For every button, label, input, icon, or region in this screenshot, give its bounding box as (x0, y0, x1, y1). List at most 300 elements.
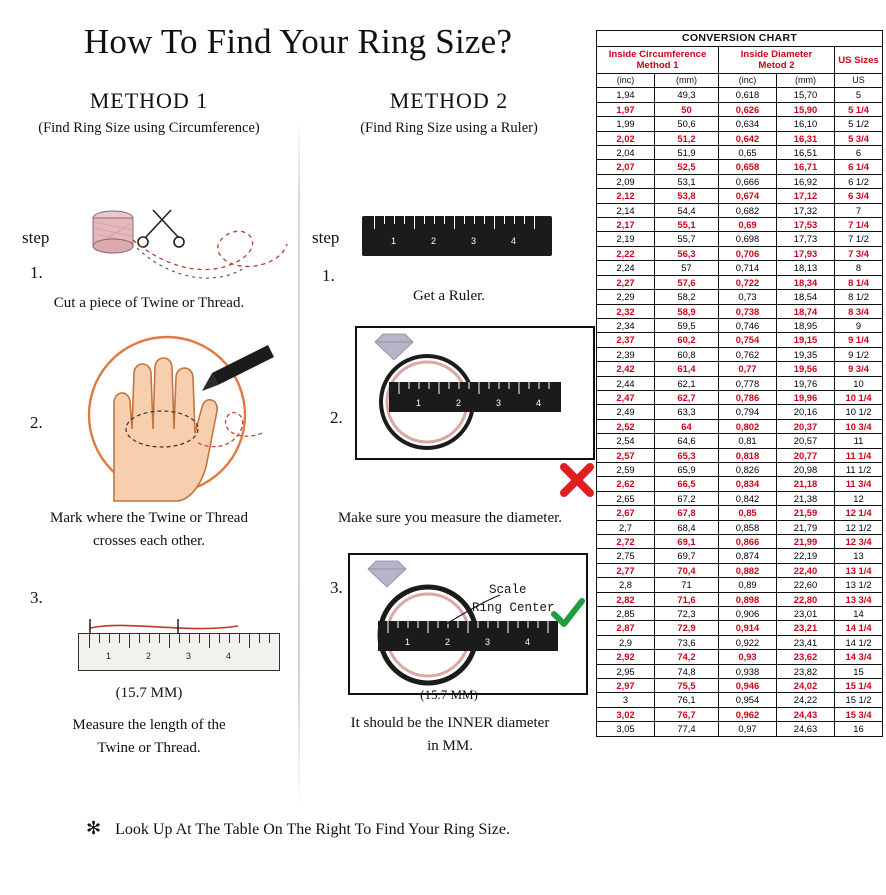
table-cell: 19,35 (777, 347, 835, 361)
table-cell: 58,2 (655, 290, 719, 304)
table-cell: 22,80 (777, 592, 835, 606)
table-cell: 2,24 (597, 261, 655, 275)
table-cell: 24,43 (777, 707, 835, 721)
table-row (597, 246, 883, 260)
table-cell: 0,882 (719, 563, 777, 577)
table-cell: 52,5 (655, 160, 719, 174)
conversion-chart-title: CONVERSION CHART (597, 31, 883, 47)
table-cell: 9 (835, 318, 883, 332)
table-cell: 20,98 (777, 462, 835, 476)
footnote (0, 818, 596, 839)
method-1-step-1-caption: Cut a piece of Twine or Thread. (53, 295, 245, 311)
table-cell: 59,5 (655, 318, 719, 332)
table-row (597, 535, 883, 549)
table-cell: 10 1/4 (835, 390, 883, 404)
table-row (597, 491, 883, 505)
table-row (597, 549, 883, 563)
table-cell: 68,4 (655, 520, 719, 534)
table-cell: 2,72 (597, 535, 655, 549)
table-cell: 0,73 (719, 290, 777, 304)
method-2-ruler (362, 216, 552, 256)
method-2-measure-label: (15.7 MM) (420, 687, 478, 702)
table-cell: 18,54 (777, 290, 835, 304)
table-row (597, 405, 883, 419)
table-cell: 18,74 (777, 304, 835, 318)
table-cell: 2,12 (597, 189, 655, 203)
hand-measure-illustration (62, 333, 288, 508)
table-cell: 50,6 (655, 117, 719, 131)
table-cell: 24,63 (777, 722, 835, 736)
table-cell: 55,1 (655, 218, 719, 232)
svg-text:4: 4 (536, 398, 542, 408)
method-1-measure-label: (15.7 MM) (115, 685, 183, 701)
table-row (597, 477, 883, 491)
table-row (597, 261, 883, 275)
table-row (597, 607, 883, 621)
table-cell: 2,29 (597, 290, 655, 304)
table-cell: 0,962 (719, 707, 777, 721)
table-cell: 22,40 (777, 563, 835, 577)
svg-text:3: 3 (496, 398, 502, 408)
table-cell: 62,7 (655, 390, 719, 404)
table-cell: 0,77 (719, 362, 777, 376)
table-cell: 23,41 (777, 635, 835, 649)
table-cell: 8 1/4 (835, 275, 883, 289)
table-row (597, 318, 883, 332)
svg-text:1: 1 (405, 637, 411, 647)
table-cell: 0,674 (719, 189, 777, 203)
table-cell: 19,76 (777, 376, 835, 390)
table-cell: 2,44 (597, 376, 655, 390)
table-cell: 50 (655, 102, 719, 116)
table-cell: 2,17 (597, 218, 655, 232)
scale-label-line2: Ring Center (472, 601, 555, 615)
table-cell: 2,32 (597, 304, 655, 318)
table-cell: 74,2 (655, 650, 719, 664)
table-cell: 55,7 (655, 232, 719, 246)
correct-mark-icon (551, 598, 585, 630)
table-cell: 0,698 (719, 232, 777, 246)
table-cell: 0,874 (719, 549, 777, 563)
method-2-column (304, 88, 594, 137)
table-cell: 18,13 (777, 261, 835, 275)
incorrect-mark-icon (560, 463, 594, 497)
table-cell: 19,15 (777, 333, 835, 347)
table-cell: 7 1/2 (835, 232, 883, 246)
table-cell: 10 3/4 (835, 419, 883, 433)
table-cell: 21,79 (777, 520, 835, 534)
table-cell: 65,9 (655, 462, 719, 476)
table-title-row (597, 31, 883, 47)
table-cell: 62,1 (655, 376, 719, 390)
table-cell: 15,70 (777, 88, 835, 102)
table-cell: 9 1/2 (835, 347, 883, 361)
table-row (597, 707, 883, 721)
table-cell: 0,93 (719, 650, 777, 664)
table-cell: 22,19 (777, 549, 835, 563)
table-row (597, 592, 883, 606)
table-row (597, 362, 883, 376)
table-cell: 67,8 (655, 506, 719, 520)
table-cell: 2,7 (597, 520, 655, 534)
table-row (597, 635, 883, 649)
table-cell: 2,52 (597, 419, 655, 433)
table-cell: 13 1/4 (835, 563, 883, 577)
table-row (597, 621, 883, 635)
table-cell: 10 (835, 376, 883, 390)
table-cell: 51,2 (655, 131, 719, 145)
table-row (597, 448, 883, 462)
table-cell: 12 1/4 (835, 506, 883, 520)
svg-text:1: 1 (416, 398, 422, 408)
table-cell: 15,90 (777, 102, 835, 116)
table-cell: 16,31 (777, 131, 835, 145)
table-row (597, 102, 883, 116)
table-cell: 58,9 (655, 304, 719, 318)
table-cell: 0,754 (719, 333, 777, 347)
table-cell: 11 1/2 (835, 462, 883, 476)
table-row (597, 304, 883, 318)
table-cell: 5 1/4 (835, 102, 883, 116)
method-2-step-2-caption: Make sure you measure the diameter. (337, 510, 563, 526)
table-cell: 21,59 (777, 506, 835, 520)
conversion-table-body (597, 88, 883, 736)
table-cell: 15 1/2 (835, 693, 883, 707)
table-cell: 0,898 (719, 592, 777, 606)
table-cell: 16,51 (777, 146, 835, 160)
table-cell: 0,778 (719, 376, 777, 390)
table-cell: 17,12 (777, 189, 835, 203)
table-row (597, 722, 883, 736)
table-cell: 2,62 (597, 477, 655, 491)
method-1-heading: METHOD 1 (89, 88, 209, 113)
table-cell: 23,62 (777, 650, 835, 664)
footnote-text: Look Up At The Table On The Right To Find Your Ring Size. (115, 821, 510, 838)
table-cell: 0,722 (719, 275, 777, 289)
table-cell: 13 3/4 (835, 592, 883, 606)
page-title: How To Find Your Ring Size? (83, 22, 513, 61)
table-cell: 69,1 (655, 535, 719, 549)
table-row (597, 232, 883, 246)
svg-text:4: 4 (525, 637, 531, 647)
table-cell: 2,8 (597, 578, 655, 592)
table-cell: 22,60 (777, 578, 835, 592)
table-cell: 0,954 (719, 693, 777, 707)
method-2-step-2-number: 2. (330, 408, 343, 427)
table-cell: 0,786 (719, 390, 777, 404)
table-cell: 2,22 (597, 246, 655, 260)
table-cell: 0,666 (719, 174, 777, 188)
method-1-step-3-number: 3. (30, 588, 43, 607)
table-row (597, 693, 883, 707)
table-cell: 0,794 (719, 405, 777, 419)
table-cell: 20,77 (777, 448, 835, 462)
table-cell: 21,99 (777, 535, 835, 549)
table-cell: 7 3/4 (835, 246, 883, 260)
unit-header-1: (mm) (655, 74, 719, 88)
unit-header-3: (mm) (777, 74, 835, 88)
method-2-subheading: (Find Ring Size using a Ruler) (360, 120, 538, 136)
method-1-step-2-number: 2. (30, 413, 43, 432)
table-row (597, 131, 883, 145)
table-cell: 2,95 (597, 664, 655, 678)
table-cell: 0,946 (719, 679, 777, 693)
table-row (597, 347, 883, 361)
table-cell: 0,97 (719, 722, 777, 736)
table-cell: 19,56 (777, 362, 835, 376)
table-row (597, 390, 883, 404)
table-cell: 24,02 (777, 679, 835, 693)
table-cell: 2,02 (597, 131, 655, 145)
table-cell: 16,71 (777, 160, 835, 174)
table-cell: 7 1/4 (835, 218, 883, 232)
group-header-circumference (597, 47, 719, 74)
method-1-step-word: step (22, 228, 50, 247)
table-row (597, 117, 883, 131)
conversion-table (596, 30, 883, 737)
table-cell: 10 1/2 (835, 405, 883, 419)
table-cell: 2,65 (597, 491, 655, 505)
table-cell: 75,5 (655, 679, 719, 693)
table-cell: 17,73 (777, 232, 835, 246)
table-cell: 0,618 (719, 88, 777, 102)
table-row (597, 275, 883, 289)
table-cell: 57 (655, 261, 719, 275)
table-row (597, 520, 883, 534)
method-1-step-2-caption-line2: crosses each other. (92, 533, 206, 549)
method-2-ruler-tick-4: 4 (511, 236, 517, 246)
table-cell: 20,16 (777, 405, 835, 419)
vertical-divider (298, 118, 300, 808)
table-cell: 21,38 (777, 491, 835, 505)
table-cell: 66,5 (655, 477, 719, 491)
table-cell: 53,8 (655, 189, 719, 203)
table-cell: 20,37 (777, 419, 835, 433)
method-2-ruler-tick-3: 3 (471, 236, 477, 246)
table-cell: 2,85 (597, 607, 655, 621)
table-cell: 23,01 (777, 607, 835, 621)
table-cell: 0,746 (719, 318, 777, 332)
table-cell: 67,2 (655, 491, 719, 505)
table-cell: 65,3 (655, 448, 719, 462)
asterisk-icon: ✻ (86, 818, 102, 838)
table-cell: 6 1/2 (835, 174, 883, 188)
table-row (597, 462, 883, 476)
table-row (597, 434, 883, 448)
table-cell: 16,92 (777, 174, 835, 188)
table-cell: 11 (835, 434, 883, 448)
table-cell: 2,67 (597, 506, 655, 520)
table-cell: 24,22 (777, 693, 835, 707)
table-cell: 57,6 (655, 275, 719, 289)
table-cell: 2,42 (597, 362, 655, 376)
table-cell: 2,49 (597, 405, 655, 419)
table-cell: 76,7 (655, 707, 719, 721)
table-cell: 3 (597, 693, 655, 707)
table-cell: 18,95 (777, 318, 835, 332)
table-cell: 8 (835, 261, 883, 275)
method-1-ruler-tick-1: 1 (106, 651, 112, 661)
table-cell: 1,97 (597, 102, 655, 116)
method-2-heading: METHOD 2 (389, 88, 509, 113)
method-1-ruler (78, 633, 280, 671)
table-cell: 2,04 (597, 146, 655, 160)
table-row (597, 203, 883, 217)
table-cell: 2,47 (597, 390, 655, 404)
table-cell: 12 3/4 (835, 535, 883, 549)
table-cell: 0,714 (719, 261, 777, 275)
table-row (597, 376, 883, 390)
table-cell: 19,96 (777, 390, 835, 404)
method-2-ruler-tick-1: 1 (391, 236, 397, 246)
table-cell: 5 (835, 88, 883, 102)
table-row (597, 664, 883, 678)
table-cell: 21,18 (777, 477, 835, 491)
table-cell: 2,34 (597, 318, 655, 332)
table-cell: 2,87 (597, 621, 655, 635)
table-cell: 2,09 (597, 174, 655, 188)
method-1-ruler-tick-3: 3 (186, 651, 192, 661)
table-cell: 70,4 (655, 563, 719, 577)
table-cell: 9 3/4 (835, 362, 883, 376)
table-cell: 0,634 (719, 117, 777, 131)
table-cell: 9 1/4 (835, 333, 883, 347)
table-cell: 0,762 (719, 347, 777, 361)
table-cell: 72,9 (655, 621, 719, 635)
table-row (597, 419, 883, 433)
table-cell: 0,642 (719, 131, 777, 145)
table-cell: 0,858 (719, 520, 777, 534)
conversion-chart (596, 30, 884, 810)
table-cell: 15 3/4 (835, 707, 883, 721)
unit-header-4: US (835, 74, 883, 88)
measured-thread (78, 616, 278, 636)
table-cell: 60,8 (655, 347, 719, 361)
table-cell: 17,32 (777, 203, 835, 217)
table-cell: 13 (835, 549, 883, 563)
table-cell: 8 3/4 (835, 304, 883, 318)
table-cell: 2,19 (597, 232, 655, 246)
table-cell: 0,89 (719, 578, 777, 592)
table-cell: 12 1/2 (835, 520, 883, 534)
table-cell: 2,97 (597, 679, 655, 693)
table-row (597, 578, 883, 592)
table-cell: 2,75 (597, 549, 655, 563)
table-cell: 0,65 (719, 146, 777, 160)
twine-spool-illustration (75, 200, 290, 295)
table-row (597, 174, 883, 188)
table-cell: 14 1/2 (835, 635, 883, 649)
table-unit-header-row (597, 74, 883, 88)
table-cell: 6 (835, 146, 883, 160)
scale-label-line1: Scale (489, 583, 527, 597)
table-cell: 5 1/2 (835, 117, 883, 131)
table-cell: 0,802 (719, 419, 777, 433)
table-cell: 0,834 (719, 477, 777, 491)
method-2-step-3-number: 3. (330, 578, 343, 597)
table-cell: 0,938 (719, 664, 777, 678)
table-cell: 20,57 (777, 434, 835, 448)
table-cell: 1,99 (597, 117, 655, 131)
table-cell: 3,02 (597, 707, 655, 721)
table-cell: 61,4 (655, 362, 719, 376)
table-cell: 12 (835, 491, 883, 505)
table-row (597, 160, 883, 174)
svg-text:3: 3 (485, 637, 491, 647)
table-row (597, 333, 883, 347)
table-cell: 71 (655, 578, 719, 592)
table-row (597, 506, 883, 520)
table-row (597, 650, 883, 664)
method-1-column (4, 88, 294, 137)
table-cell: 14 1/4 (835, 621, 883, 635)
table-cell: 51,9 (655, 146, 719, 160)
table-cell: 2,59 (597, 462, 655, 476)
table-cell: 0,738 (719, 304, 777, 318)
unit-header-0: (inc) (597, 74, 655, 88)
table-cell: 14 (835, 607, 883, 621)
table-cell: 76,1 (655, 693, 719, 707)
table-cell: 23,21 (777, 621, 835, 635)
table-cell: 73,6 (655, 635, 719, 649)
table-row (597, 146, 883, 160)
table-cell: 2,54 (597, 434, 655, 448)
table-cell: 56,3 (655, 246, 719, 260)
method-2-ruler-tick-2: 2 (431, 236, 437, 246)
table-cell: 23,82 (777, 664, 835, 678)
table-cell: 64,6 (655, 434, 719, 448)
table-cell: 13 1/2 (835, 578, 883, 592)
table-row (597, 189, 883, 203)
table-cell: 6 3/4 (835, 189, 883, 203)
table-cell: 0,818 (719, 448, 777, 462)
table-cell: 15 (835, 664, 883, 678)
table-cell: 18,34 (777, 275, 835, 289)
group-header-diameter (719, 47, 835, 74)
table-cell: 0,706 (719, 246, 777, 260)
table-cell: 7 (835, 203, 883, 217)
table-row (597, 88, 883, 102)
table-cell: 6 1/4 (835, 160, 883, 174)
table-cell: 63,3 (655, 405, 719, 419)
table-cell: 14 3/4 (835, 650, 883, 664)
table-row (597, 290, 883, 304)
table-cell: 0,842 (719, 491, 777, 505)
table-cell: 64 (655, 419, 719, 433)
table-cell: 0,906 (719, 607, 777, 621)
table-cell: 49,3 (655, 88, 719, 102)
table-cell: 54,4 (655, 203, 719, 217)
table-cell: 0,826 (719, 462, 777, 476)
svg-text:2: 2 (456, 398, 462, 408)
group-header-diameter-line2: Metod 2 (758, 60, 795, 71)
table-cell: 2,9 (597, 635, 655, 649)
table-cell: 0,81 (719, 434, 777, 448)
method-1-ruler-tick-2: 2 (146, 651, 152, 661)
unit-header-2: (inc) (719, 74, 777, 88)
table-cell: 69,7 (655, 549, 719, 563)
methods-container (0, 88, 596, 818)
table-cell: 2,37 (597, 333, 655, 347)
method-2-step-1-number: 1. (322, 266, 335, 285)
table-cell: 8 1/2 (835, 290, 883, 304)
table-cell: 2,27 (597, 275, 655, 289)
table-cell: 11 3/4 (835, 477, 883, 491)
table-cell: 2,57 (597, 448, 655, 462)
table-cell: 16 (835, 722, 883, 736)
table-cell: 0,914 (719, 621, 777, 635)
table-cell: 0,69 (719, 218, 777, 232)
